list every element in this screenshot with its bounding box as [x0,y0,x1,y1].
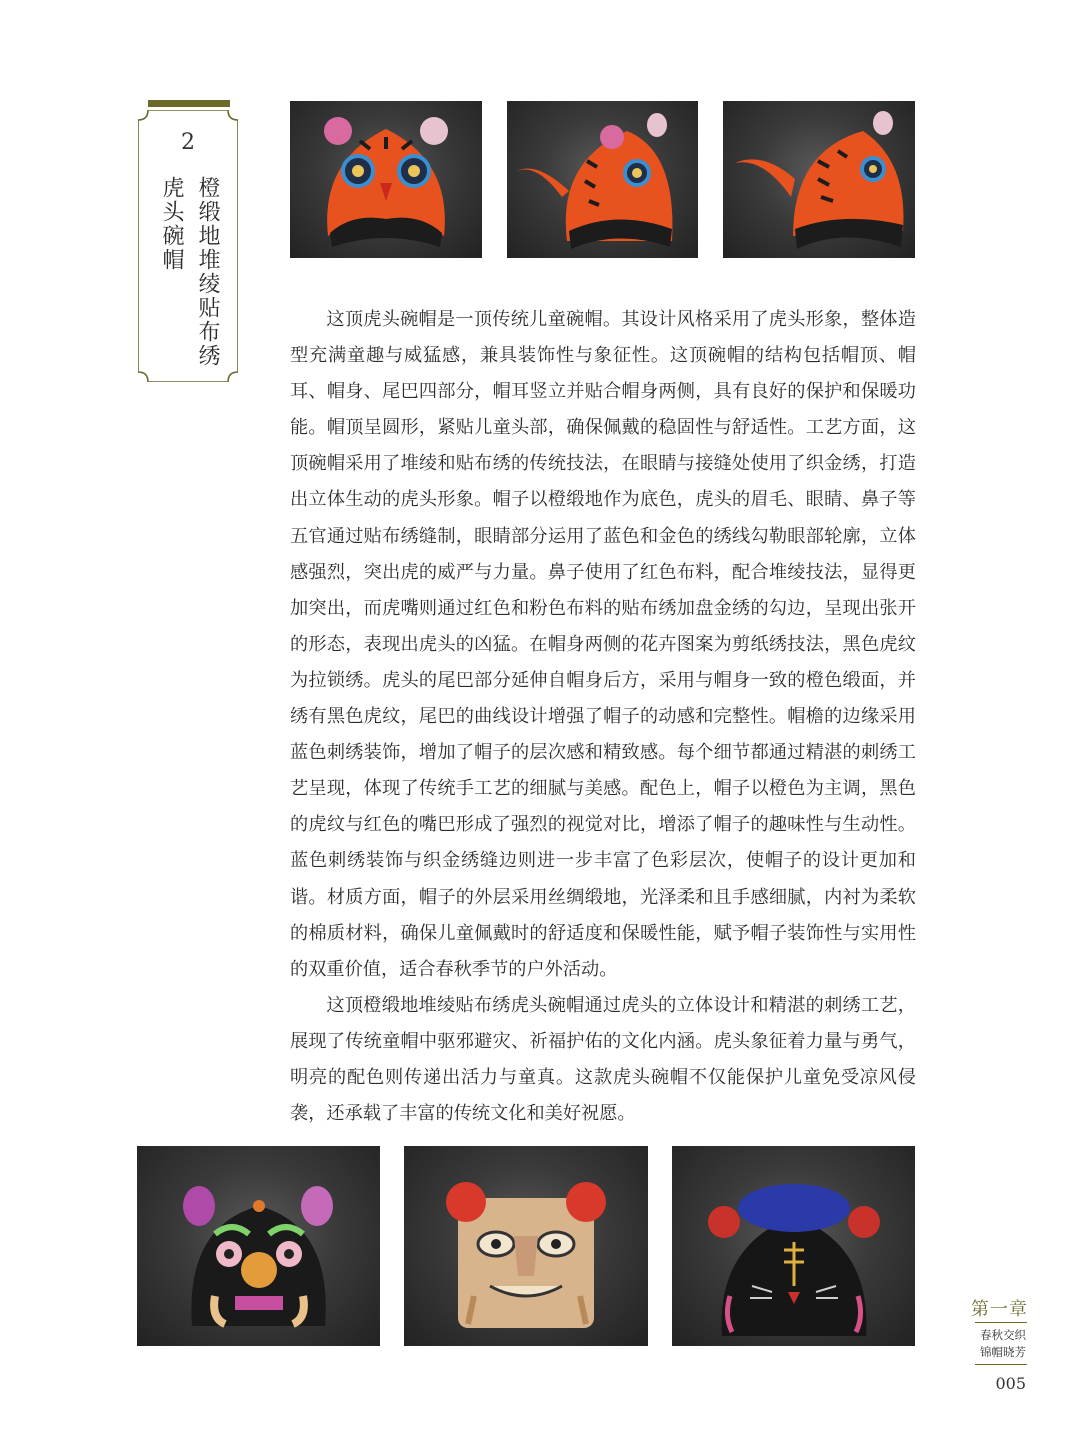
chapter-subtitle-line2: 锦帽晓芳 [980,1345,1026,1359]
article-body [290,302,916,1132]
body-paragraph-2: 这顶橙缎地堆绫贴布绣虎头碗帽通过虎头的立体设计和精湛的刺绣工艺，展现了传统童帽中驱邪避灾、祈福护佑的文化内涵。虎头象征着力量与勇气，明亮的配色则传递出活力与童真。这款虎头碗帽不仅能保护儿童免受凉风侵袭，还承载了丰富的传统文化和美好祝愿。 [290,994,916,1125]
chapter-title: 第一章 [971,1299,1028,1320]
page-number: 005 [995,1374,1026,1393]
section-title-cartouche [138,110,238,382]
tiger-hat-back-illustration [723,101,915,258]
chapter-divider-top [975,1322,1027,1323]
photo-beige-tiger-hat [404,1146,648,1346]
section-title-line1: 橙缎地堆绫贴布绣 [195,176,220,368]
chapter-subtitle-line1: 春秋交织 [980,1328,1026,1342]
blue-crown-tiger-hat-illustration [672,1146,915,1346]
beige-tiger-hat-illustration [404,1146,648,1346]
section-number: 2 [181,130,195,155]
photo-orange-tiger-hat-front [290,101,482,258]
photo-blue-crown-tiger-hat [672,1146,915,1346]
photo-black-tiger-hat [137,1146,380,1346]
section-title-line2: 虎头碗帽 [159,176,184,272]
photo-orange-tiger-hat-back [723,101,915,258]
body-paragraph-1: 这顶虎头碗帽是一顶传统儿童碗帽。其设计风格采用了虎头形象，整体造型充满童趣与威猛感，兼具装饰性与象征性。这顶碗帽的结构包括帽顶、帽耳、帽身、尾巴四部分，帽耳竖立并贴合帽身两侧，具有良好的保护和保暖功能。帽顶呈圆形，紧贴儿童头部，确保佩戴的稳固性与舒适性。工艺方面，这顶碗帽采用了堆绫和贴布绣的传统技法，在眼睛与接缝处使用了织金绣，打造出立体生动的虎头形象。帽子以橙缎地作为底色，虎头的眉毛、眼睛、鼻子等五官通过贴布绣缝制，眼睛部分运用了蓝色和金色的绣线勾勒眼部轮廓，立体感强烈，突出虎的威严与力量。鼻子使用了红色布料，配合堆绫技法，显得更加突出，而虎嘴则通过红色和粉色布料的贴布绣加盘金绣的勾边，呈现出张开的形态，表现出虎头的凶猛。在帽身两侧的花卉图案为剪纸绣技法，黑色虎纹为拉锁绣。虎头的尾巴部分延伸自帽身后方，采用与帽身一致的橙色缎面，并绣有黑色虎纹，尾巴的曲线设计增强了帽子的动感和完整性。帽檐的边缘采用蓝色刺绣装饰，增加了帽子的层次感和精致感。每个细节都通过精湛的刺绣工艺呈现，体现了传统手工艺的细腻与美感。配色上，帽子以橙色为主调，黑色的虎纹与红色的嘴巴形成了强烈的视觉对比，增添了帽子的趣味性与生动性。蓝色刺绣装饰与织金绣缝边则进一步丰富了色彩层次，使帽子的设计更加和谐。材质方面，帽子的外层采用丝绸缎地，光泽柔和且手感细腻，内衬为柔软的棉质材料，确保儿童佩戴时的舒适度和保暖性能，赋予帽子装饰性与实用性的双重价值，适合春秋季节的户外活动。 [290,309,916,980]
tiger-hat-side-illustration [507,101,698,258]
photo-orange-tiger-hat-side [507,101,698,258]
title-cartouche-top-bar [148,100,230,107]
tiger-hat-front-illustration [290,101,482,258]
chapter-divider-bottom [975,1364,1027,1365]
black-tiger-hat-illustration [137,1146,380,1346]
